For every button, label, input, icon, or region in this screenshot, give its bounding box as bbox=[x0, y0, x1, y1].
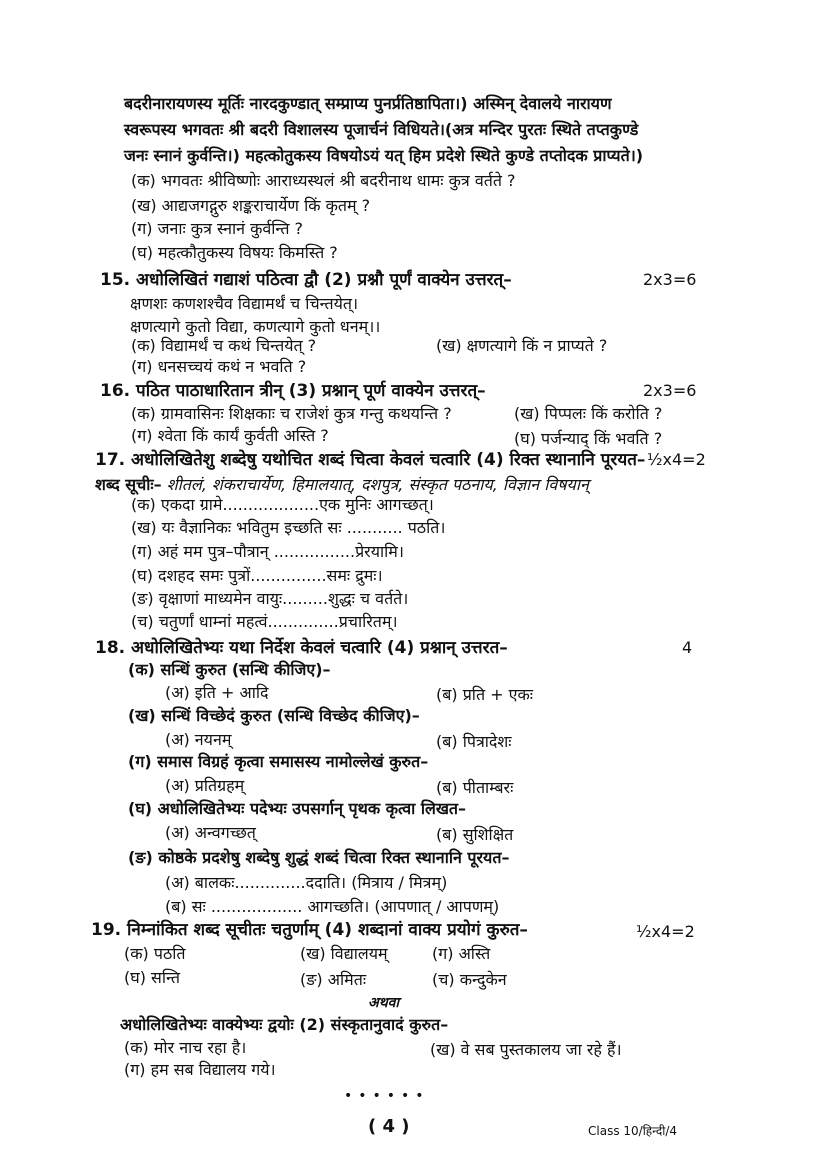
passage-question-c: (ग) जनाः कुत्र स्नानं कुर्वन्ति ? bbox=[131, 219, 304, 238]
q17-blank-b: (ख) यः वैज्ञानिकः भवितुम इच्छति सः ........... पठति। bbox=[131, 518, 446, 537]
q19-heading: 19. निम्नांकित शब्द सूचीतः चतुर्णाम् (4) शब्दानां वाक्य प्रयोगं कुरुत– bbox=[91, 920, 528, 940]
q18-part-kha: (ख) सन्धिं विच्छेदं कुरुत (सन्धि विच्छेद कीजिए)– bbox=[128, 706, 420, 725]
q18-kha-1: (अ) नयनम् bbox=[165, 730, 232, 749]
q17-blank-e: (ङ) वृक्षाणां माध्यमेन वायुः.........शुद्धः च वर्तते। bbox=[131, 589, 409, 608]
q18-part-ka: (क) सन्धिं कुरुत (सन्धि कीजिए)– bbox=[128, 660, 331, 679]
q18-part-gha: (घ) अधोलिखितेभ्यः पदेभ्यः उपसर्गान् पृथक कृत्वा लिखत– bbox=[128, 799, 467, 818]
q19-word-5: (ङ) अमितः bbox=[300, 970, 367, 989]
q15-question-c: (ग) धनसच्चयं कथं न भवति ? bbox=[131, 357, 307, 376]
q16-question-a: (क) ग्रामवासिनः शिक्षकाः च राजेशं कुत्र गन्तु कथयन्ति ? bbox=[131, 404, 452, 423]
passage-question-a: (क) भगवतः श्रीविष्णोः आराध्यस्थलं श्री बदरीनाथ धामः कुत्र वर्तते ? bbox=[131, 171, 516, 190]
q19-sentence-1: (क) मोर नाच रहा है। bbox=[124, 1038, 247, 1057]
q19-sentence-2: (ख) वे सब पुस्तकालय जा रहे हैं। bbox=[430, 1040, 622, 1059]
or-separator: अथवा bbox=[368, 995, 400, 1011]
q17-word-list bbox=[95, 475, 589, 495]
q16-heading: 16. पठित पाठाधारितान त्रीन् (3) प्रश्नान् पूर्ण वाक्येन उत्तरत्– bbox=[100, 381, 486, 401]
q19-word-1: (क) पठति bbox=[124, 944, 186, 963]
q17-marks: ½x4=2 bbox=[647, 450, 706, 469]
q18-heading: 18. अधोलिखितेभ्यः यथा निर्देश केवलं चत्वारि (4) प्रश्नान् उत्तरत– bbox=[95, 638, 508, 658]
class-code: Class 10/हिन्दी/4 bbox=[588, 1124, 678, 1138]
q19-word-6: (च) कन्दुकेन bbox=[432, 970, 507, 989]
q18-nga-2: (ब) सः .................. आगच्छति। (आपणात् / आपणम्) bbox=[165, 897, 500, 916]
q18-ka-2: (ब) प्रति + एकः bbox=[436, 685, 534, 704]
q15-question-b: (ख) क्षणत्यागे किं न प्राप्यते ? bbox=[436, 336, 608, 355]
q18-ka-1: (अ) इति + आदि bbox=[165, 683, 269, 702]
q15-verse-1: क्षणशः कणशश्चैव विद्यामर्थं च चिन्तयेत्। bbox=[130, 294, 359, 313]
separator-dots: •••••• bbox=[344, 1088, 430, 1104]
q15-verse-2: क्षणत्यागे कुतो विद्या, कणत्यागे कुतो धनम्।। bbox=[130, 317, 381, 336]
q16-question-b: (ख) पिप्पलः किं करोति ? bbox=[514, 404, 663, 423]
q18-ga-2: (ब) पीताम्बरः bbox=[436, 778, 514, 797]
passage-question-b: (ख) आद्यजगद्गुरु शङ्कराचार्येण किं कृतम् ? bbox=[131, 196, 371, 215]
q15-marks: 2x3=6 bbox=[643, 270, 697, 289]
q16-question-c: (ग) श्वेता किं कार्यं कुर्वती अस्ति ? bbox=[131, 426, 329, 445]
q17-blank-f: (च) चतुर्णां धाम्नां महत्वं..............प्रचारितम्। bbox=[131, 612, 398, 631]
q18-part-ga: (ग) समास विग्रहं कृत्वा समासस्य नामोल्लेखं कुरुत– bbox=[128, 752, 429, 771]
q17-blank-a: (क) एकदा ग्रामे...................एक मुनिः आगच्छत्। bbox=[131, 495, 434, 514]
q19-sentence-3: (ग) हम सब विद्यालय गये। bbox=[124, 1060, 276, 1079]
q17-heading: 17. अधोलिखितेशु शब्देषु यथोचित शब्दं चित्वा केवलं चत्वारि (4) रिक्त स्थानानि पूरयत– bbox=[95, 450, 646, 470]
q18-ga-1: (अ) प्रतिग्रहम् bbox=[165, 776, 245, 795]
q18-gha-1: (अ) अन्वगच्छत् bbox=[165, 823, 256, 842]
q19-word-2: (ख) विद्यालयम् bbox=[300, 944, 388, 963]
q19-word-4: (घ) सन्ति bbox=[124, 968, 181, 987]
q18-gha-2: (ब) सुशिक्षित bbox=[436, 825, 514, 844]
q17-word-list-items: शीतलं, शंकराचार्येण, हिमालयात्, दशपुत्र, संस्कृत पठनाय, विज्ञान विषयान् bbox=[166, 475, 589, 494]
q18-nga-1: (अ) बालकः..............ददाति। (मित्राय / मित्रम्) bbox=[165, 873, 448, 892]
passage-line-1: बदरीनारायणस्य मूर्तिः नारदकुण्डात् सम्प्राप्य पुनर्प्रतिष्ठापिता।) अस्मिन् देवालये नारायण bbox=[124, 94, 612, 113]
passage-line-3: जनः स्नानं कुर्वन्ति।) महत्कोतुकस्य विषयोऽयं यत् हिम प्रदेशे स्थिते कुण्डे तप्तोदक प्राप्यते।) bbox=[124, 146, 644, 165]
q15-question-a: (क) विद्यामर्थं च कथं चिन्तयेत् ? bbox=[131, 336, 317, 355]
q17-blank-c: (ग) अहं मम पुत्र–पौत्रान् ................प्रेरयामि। bbox=[131, 542, 404, 561]
page-number: ( 4 ) bbox=[368, 1116, 410, 1137]
q18-kha-2: (ब) पित्रादेशः bbox=[436, 732, 512, 751]
q19-alt-heading: अधोलिखितेभ्यः वाक्येभ्यः द्वयोः (2) संस्कृतानुवादं कुरुत– bbox=[120, 1015, 449, 1034]
q19-word-3: (ग) अस्ति bbox=[432, 944, 491, 963]
q18-marks: 4 bbox=[682, 638, 693, 657]
q19-marks: ½x4=2 bbox=[636, 922, 695, 941]
passage-question-d: (घ) महत्कौतुकस्य विषयः किमस्ति ? bbox=[131, 243, 338, 262]
q17-word-list-label: शब्द सूचीः– bbox=[95, 475, 162, 494]
q16-question-d: (घ) पर्जन्याद् किं भवति ? bbox=[514, 429, 663, 448]
q15-heading: 15. अधोलिखितं गद्याशं पठित्वा द्वौ (2) प्रश्नौ पूर्णं वाक्येन उत्तरत्– bbox=[100, 270, 512, 290]
q18-part-nga: (ङ) कोष्ठके प्रदशेषु शब्देषु शुद्धं शब्दं चित्वा रिक्त स्थानानि पूरयत– bbox=[128, 848, 510, 867]
q16-marks: 2x3=6 bbox=[643, 381, 697, 400]
q17-blank-d: (घ) दशहद समः पुत्रों...............समः द्रुमः। bbox=[131, 566, 383, 585]
passage-line-2: स्वरूपस्य भगवतः श्री बदरी विशालस्य पूजार्चनं विधियते।(अत्र मन्दिर पुरतः स्थिते तप्तकुण्डे bbox=[124, 120, 639, 139]
